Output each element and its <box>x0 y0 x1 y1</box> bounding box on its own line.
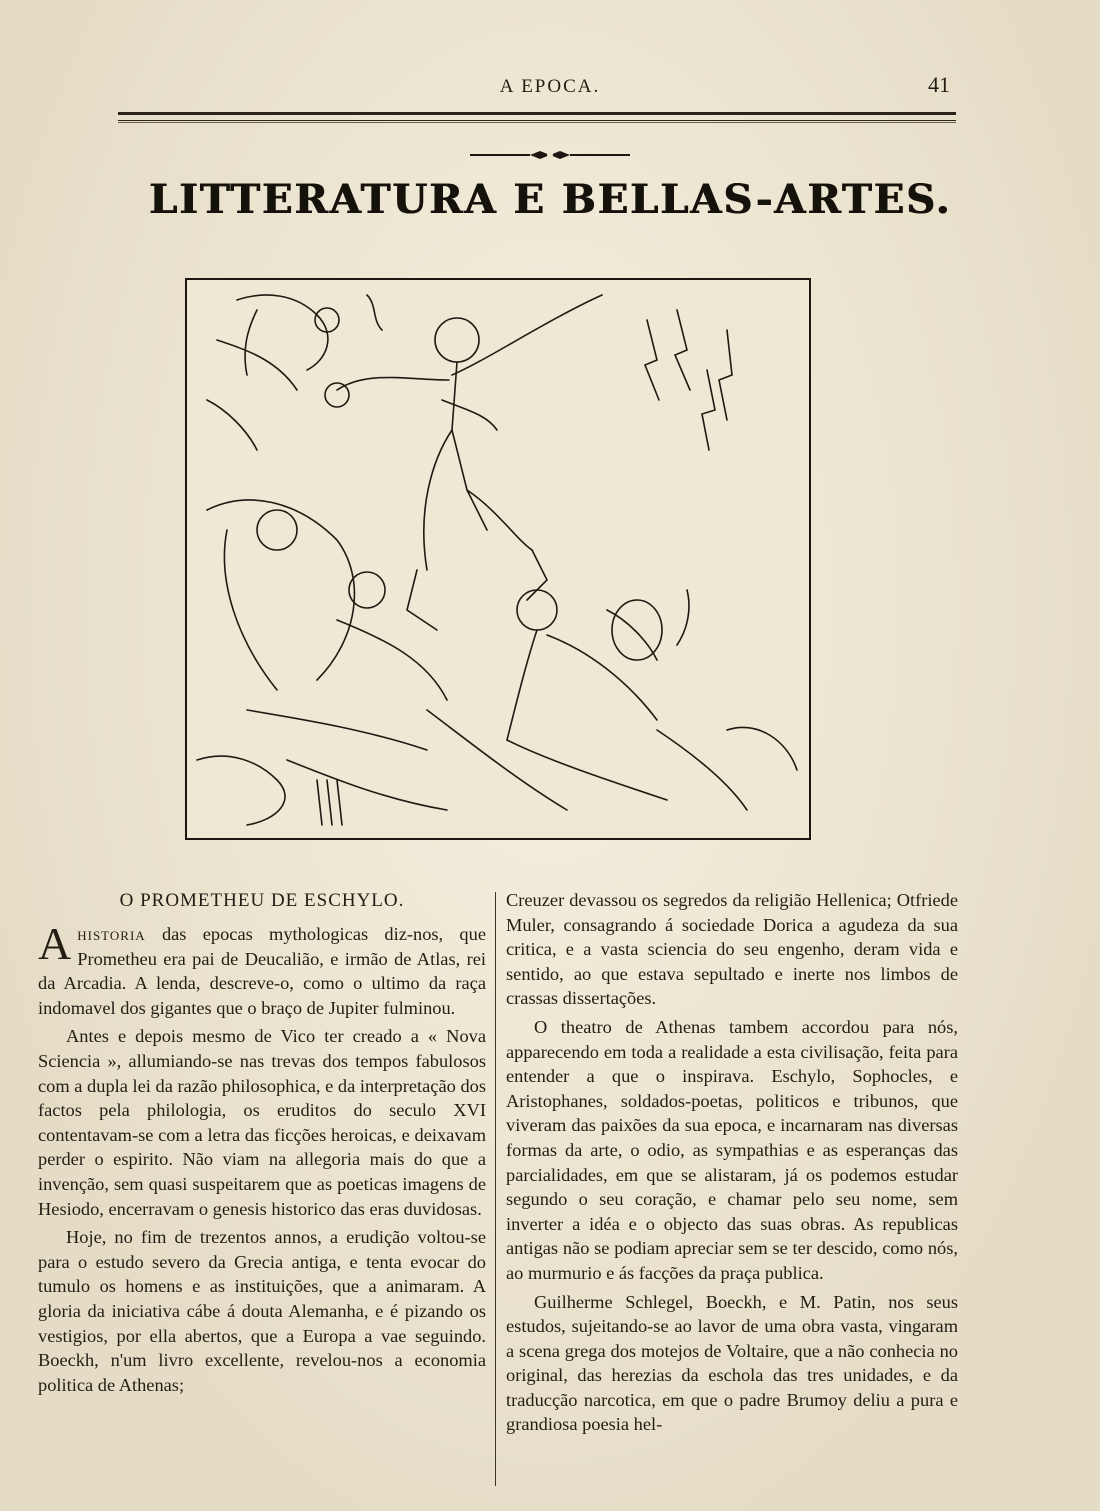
section-title: LITTERATURA E BELLAS-ARTES. <box>148 176 952 223</box>
header-rule-thin <box>118 122 956 123</box>
paragraph-text: das epocas mythologicas diz-nos, que Prometheu era pai de Deucalião, e irmão de Atlas, rei da Arcadia. A lenda, descreve-o, como o ultimo da raça indomavel dos gigantes que o braço de Jupiter fulminou. <box>38 924 486 1018</box>
article-paragraph-4: Creuzer devassou os segredos da religião Hellenica; Otfriede Muler, consagrando á sociedade Dorica a agudeza da sua critica, e a vasta sciencia do seu engenho, deram vida e sentido, ao que estava sepultado e inerte nos limbos de crassas dissertações. <box>506 890 958 1009</box>
engraving-drawing <box>187 280 809 838</box>
article-paragraph-2: Antes e depois mesmo de Vico ter creado a « Nova Sciencia », allumiando-se nas trevas dos tempos fabulosos com a dupla lei da razão philosophica, e da interpretação dos factos pela philologia, os eruditos do seculo XVI contentavam-se com a letra das ficções heroicas, e deixavam perder o espirito. Não viam na allegoria mais do que a invenção, sem quasi suspeitarem que as poeticas imagens de Hesiodo, encerravam o genesis historico das eras duvidosas. <box>38 1026 486 1219</box>
lead-smallcaps: historia <box>77 924 146 944</box>
column-divider <box>495 892 496 1486</box>
left-column <box>38 888 486 1401</box>
article-title: O PROMETHEU DE ESCHYLO. <box>119 890 405 911</box>
running-head <box>0 72 1100 102</box>
header-rule <box>118 112 956 121</box>
article-paragraph-3: Hoje, no fim de trezentos annos, a erudição voltou-se para o estudo severo da Grecia antiga, e tenta evocar do tumulo os homens e as instituições, que a animaram. A gloria da iniciativa cábe á douta Alemanha, e é pizando os vestigios, por ella abertos, que a Europa a vae seguindo. Boeckh, n'um livro excellente, revelou-nos a economia politica de Athenas; <box>38 1227 486 1395</box>
article-paragraph-5: O theatro de Athenas tambem accordou para nós, apparecendo em toda a realidade a esta civilisação, feita para entender a que o inspirava. Eschylo, Sophocles, e Aristophanes, soldados-poetas, politicos e tribunos, que viveram das paixões da sua epoca, e incarnaram nas diversas formas da arte, o odio, as sympathias e as esperanças das parcialidades, em que se alistaram, já os podemos estudar segundo o seu coração, e chamar pelo seu nome, sem inverter a idéa e o objecto das suas obras. As republicas antigas não se podiam apreciar sem se ter descido, como nós, ao murmurio e ás facções da praça publica. <box>506 1016 958 1283</box>
article-columns <box>38 888 958 1488</box>
page-number: 41 <box>928 72 950 97</box>
right-column <box>506 888 958 1441</box>
ornament-divider-icon <box>470 148 630 162</box>
running-title: A EPOCA. <box>499 76 601 97</box>
article-paragraph-1 <box>38 918 486 1020</box>
article-paragraph-6: Guilherme Schlegel, Boeckh, e M. Patin, nos seus estudos, sujeitando-se ao lavor de uma obra vasta, vingaram a scena grega dos motejos de Voltaire, que a não conhecia no original, das herezias da eschola das tres unidades, e da traducção narcotica, em que o padre Brumoy deliu a pura e grandiosa poesia hel- <box>506 1291 958 1435</box>
dropcap: A <box>38 918 72 969</box>
prometheus-engraving <box>185 278 811 840</box>
